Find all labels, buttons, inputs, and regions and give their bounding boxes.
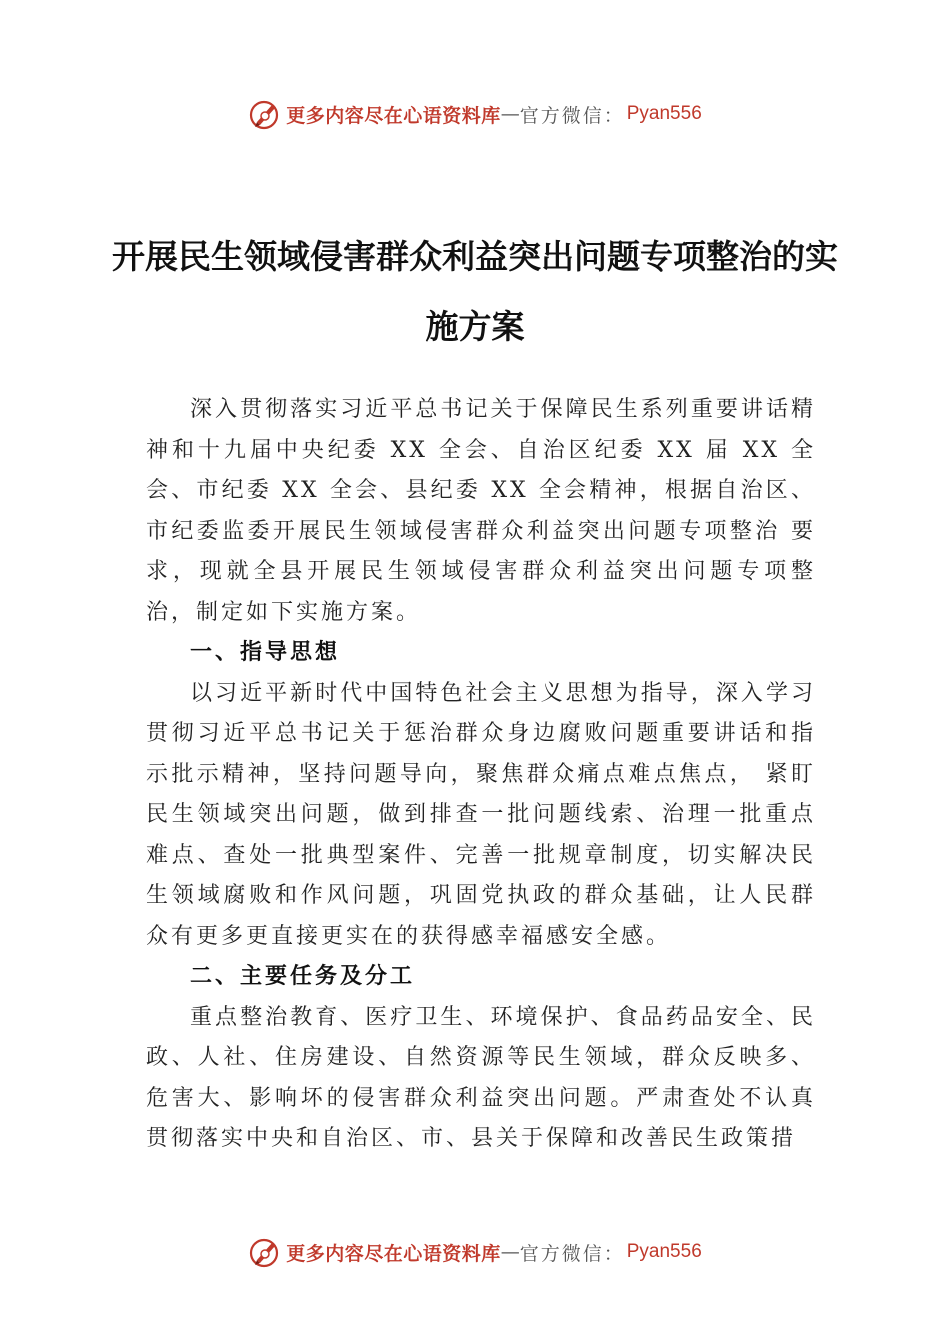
pen-logo-icon (248, 97, 282, 131)
wechat-label: 官方微信： (519, 104, 625, 127)
document-title: 开展民生领域侵害群众利益突出问题专项整治的实施方案 (112, 237, 838, 346)
wechat-id: Pyan556 (626, 1241, 702, 1262)
banner-separator: — (500, 103, 520, 125)
wechat-id: Pyan556 (626, 103, 702, 124)
brand-name: 更多内容尽在心语资料库 (286, 104, 501, 127)
intro-paragraph: 深入贯彻落实习近平总书记关于保障民生系列重要讲话精神和十九届中央纪委 XX 全会、自治区纪委 XX 届 XX 全会、市纪委 XX 全会、县纪委 XX 全会精神，根据自治区、市纪委监委开展民生领域侵害群众利益突出问题专项整治 要求，现就全县开展民生领域侵害群众利益突出问题专项整治，制定如下实施方案。 (146, 397, 816, 625)
wechat-label: 官方微信： (519, 1242, 625, 1265)
footer-banner (0, 1232, 950, 1272)
section-heading-main-tasks: 二、主要任务及分工 (190, 964, 416, 989)
section-paragraph-main-tasks: 重点整治教育、医疗卫生、环境保护、食品药品安全、民政、人社、住房建设、自然资源等民生领域，群众反映多、危害大、影响坏的侵害群众利益突出问题。严肃查处不认真贯彻落实中央和自治区、市、县关于保障和改善民生政策措 (146, 1004, 816, 1151)
document-body (146, 390, 816, 1160)
brand-name: 更多内容尽在心语资料库 (286, 1242, 501, 1265)
section-paragraph-guiding-ideology: 以习近平新时代中国特色社会主义思想为指导，深入学习贯彻习近平总书记关于惩治群众身边腐败问题重要讲话和指示批示精神，坚持问题导向，聚焦群众痛点难点焦点， 紧盯民生领域突出问题，做到排查一批问题线索、治理一批重点难点、查处一批典型案件、完善一批规章制度，切实解决民生领域腐败和作风问题，巩固党执政的群众基础，让人民群众有更多更直接更实在的获得感幸福感安全感。 (146, 680, 816, 949)
section-heading-guiding-ideology: 一、指导思想 (190, 640, 341, 665)
pen-logo-icon (248, 1235, 282, 1269)
banner-separator: — (500, 1241, 520, 1263)
header-banner (0, 94, 950, 134)
